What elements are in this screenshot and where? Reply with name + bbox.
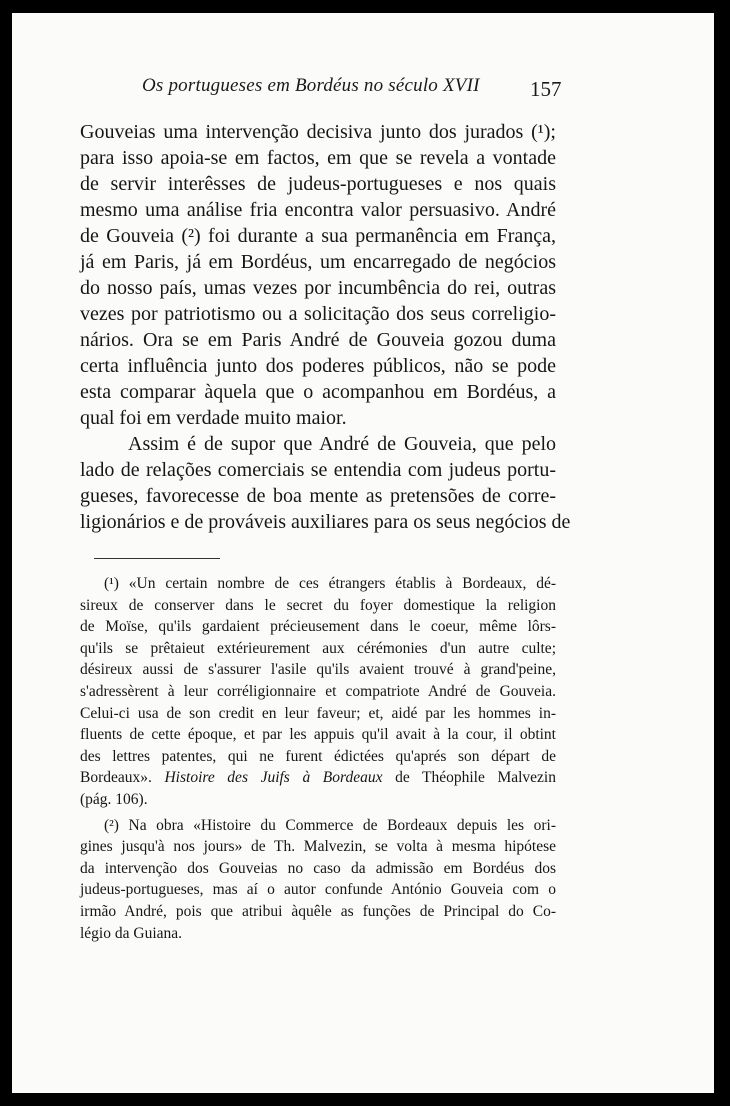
text-line: nários. Ora se em Paris André de Gouveia gozou duma [80,329,556,351]
text-line: de Gouveia (²) foi durante a sua permanência em França, [80,225,556,247]
page-number: 157 [530,77,562,101]
citation-lead: Bordeaux». [80,769,165,787]
footnote-line: (pág. 106). [80,790,148,808]
footnote-line: (¹) «Un certain nombre de ces étrangers établis à Bordeaux, dé- [104,575,556,592]
text-line: do nosso país, umas vezes por incumbência do rei, outras [80,277,556,299]
text-line: Assim é de supor que André de Gouveia, que pelo [128,433,556,455]
book-title: Histoire des Juifs à Bordeaux [164,769,383,787]
footnote-line: qu'ils se prêtaieut extérieurement aux cérémonies d'un autre culte; [80,639,556,657]
text-line: esta comparar àquela que o acompanhou em Bordéus, a [80,381,556,403]
page-header [12,75,714,105]
footnotes [80,573,556,944]
text-line: vezes por patriotismo ou a solicitação dos seus correligio- [80,303,556,325]
footnote-line: Celui-ci usa de son credit en leur faveur; et, aidé par les hommes in- [80,704,556,722]
text-line: de servir interêsses de judeus-portugueses e nos quais [80,173,556,195]
text-line: para isso apoia-se em factos, em que se revela a vontade [80,147,556,169]
footnote-line: de Moïse, qu'ils gardaient précieusement dans le coeur, même lôrs- [80,618,556,636]
footnote-line: fluents de cette époque, et par les appuis qu'il avait à la cour, il obtint [80,726,556,744]
footnote-line: irmão André, pois que atribui àquêle as funções de Principal do Co- [80,902,556,920]
footnote-line: da intervenção dos Gouveias no caso da admissão em Bordéus dos [80,859,556,877]
footnote-line: judeus-portugueses, mas aí o autor confunde António Gouveia com o [80,881,556,899]
footnote-line: désireux aussi de s'assurer l'asile qu'ils avaient trouvé à grand'peine, [80,661,556,679]
text-line: qual foi em verdade muito maior. [80,407,347,429]
footnote-line-citation [80,767,556,789]
text-line: Gouveias uma intervenção decisiva junto dos jurados (¹); [80,121,556,143]
book-page [12,13,714,1093]
text-line: certa influência junto dos poderes públicos, não se pode [80,355,556,377]
text-line: já em Paris, já em Bordéus, um encarregado de negócios [80,251,556,273]
text-line: mesmo uma análise fria encontra valor persuasivo. André [80,199,556,221]
footnote-line: des lettres patentes, qui ne furent édictées qu'aprés son départ de [80,747,556,765]
footnote-line: s'adressèrent à leur corréligionnaire et compatriote André de Gouveia. [80,682,556,700]
main-text [80,119,571,535]
citation-author: de Théophile Malvezin [382,769,556,787]
footnote-divider [94,558,220,559]
text-line: ligionários e de prováveis auxiliares para os seus negócios de [80,511,571,533]
text-line: lado de relações comerciais se entendia com judeus portu- [80,459,556,481]
running-title: Os portugueses em Bordéus no século XVII [142,75,480,96]
footnote-line: légio da Guiana. [80,924,183,942]
footnote-line: (²) Na obra «Histoire du Commerce de Bordeaux depuis les ori- [104,816,556,834]
footnote-line: sireux de conserver dans le secret du foyer domestique la religion [80,596,556,614]
footnote-line: gines jusqu'à nos jours» de Th. Malvezin, se volta à mesma hipótese [80,838,556,856]
text-line: gueses, favorecesse de boa mente as pretensões de corre- [80,485,556,507]
